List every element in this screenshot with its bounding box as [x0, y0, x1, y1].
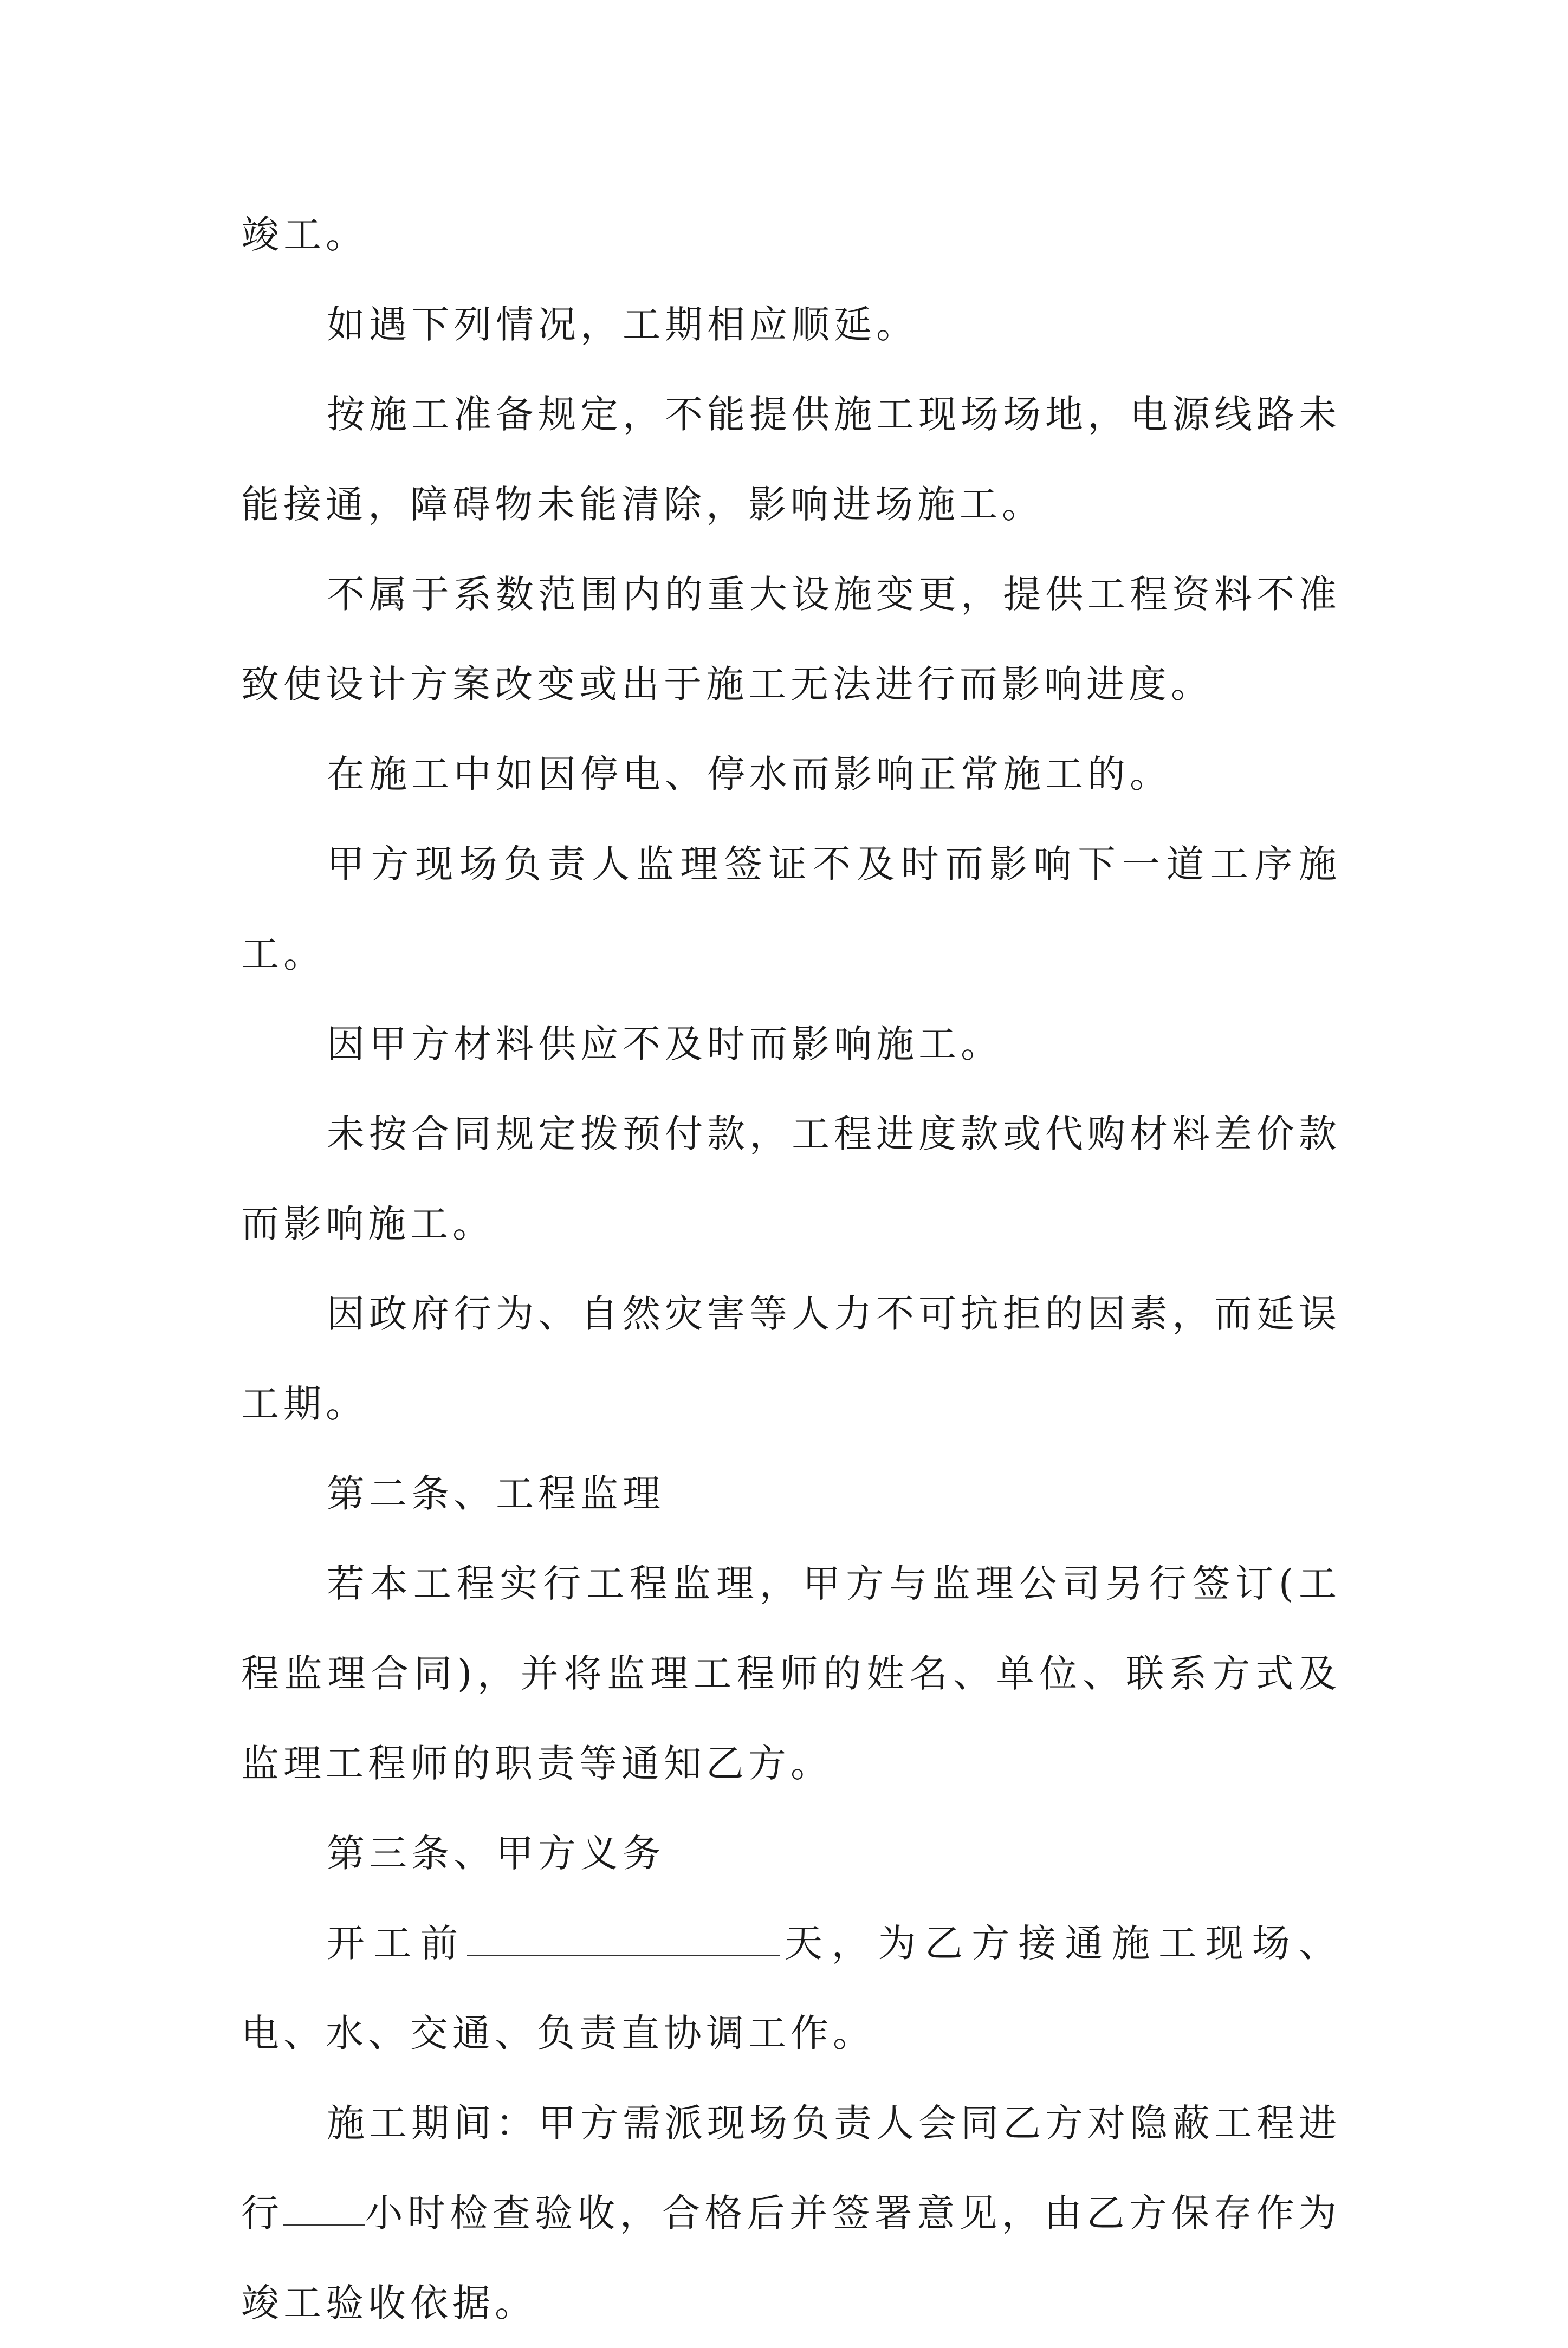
- paragraph-extension-conditions: 如遇下列情况，工期相应顺延。: [327, 302, 918, 347]
- section-heading-article-3: 第三条、甲方义务: [327, 1831, 665, 1876]
- text-before-blank: 施工期间：甲方需派现场负责人会同乙方对隐蔽工程进行: [241, 2101, 1341, 2235]
- paragraph-completion: 竣工。: [241, 212, 368, 257]
- paragraph-power-water-outage: 在施工中如因停电、停水而影响正常施工的。: [327, 752, 1172, 796]
- paragraph-before-construction: [241, 1898, 1341, 2078]
- paragraph-supervision-signature: 甲方现场负责人监理签证不及时而影响下一道工序施工。: [241, 842, 1341, 976]
- fill-in-blank-hours: [283, 2224, 365, 2226]
- paragraph-design-change: 不属于系数范围内的重大设施变更，提供工程资料不准致使设计方案改变或出于施工无法进行而影响进度。: [241, 572, 1341, 706]
- fill-in-blank-days: [467, 1954, 780, 1956]
- paragraph-material-supply: 因甲方材料供应不及时而影响施工。: [327, 1022, 1003, 1066]
- paragraph-supervision-contract: 若本工程实行工程监理，甲方与监理公司另行签订(工程监理合同)，并将监理工程师的姓名、单位、联系方式及监理工程师的职责等通知乙方。: [241, 1561, 1341, 1786]
- text-after-blank: 小时检查验收，合格后并签署意见，由乙方保存作为竣工验收依据。: [241, 2191, 1342, 2325]
- document-page: [241, 190, 1341, 2348]
- text-after-blank: 天，为乙方接通施工现场、电、水、交通、负责直协调工作。: [241, 1921, 1342, 2055]
- paragraph-force-majeure: 因政府行为、自然灾害等人力不可抗拒的因素，而延误工期。: [241, 1292, 1341, 1426]
- text-before-blank: 开工前: [327, 1921, 467, 1966]
- paragraph-payment-delay: 未按合同规定拨预付款，工程进度款或代购材料差价款而影响施工。: [241, 1112, 1341, 1246]
- section-heading-article-2: 第二条、工程监理: [327, 1471, 665, 1516]
- paragraph-during-construction: [241, 2078, 1341, 2348]
- paragraph-site-preparation: 按施工准备规定，不能提供施工现场场地，电源线路未能接通，障碍物未能清除，影响进场施工。: [241, 392, 1341, 527]
